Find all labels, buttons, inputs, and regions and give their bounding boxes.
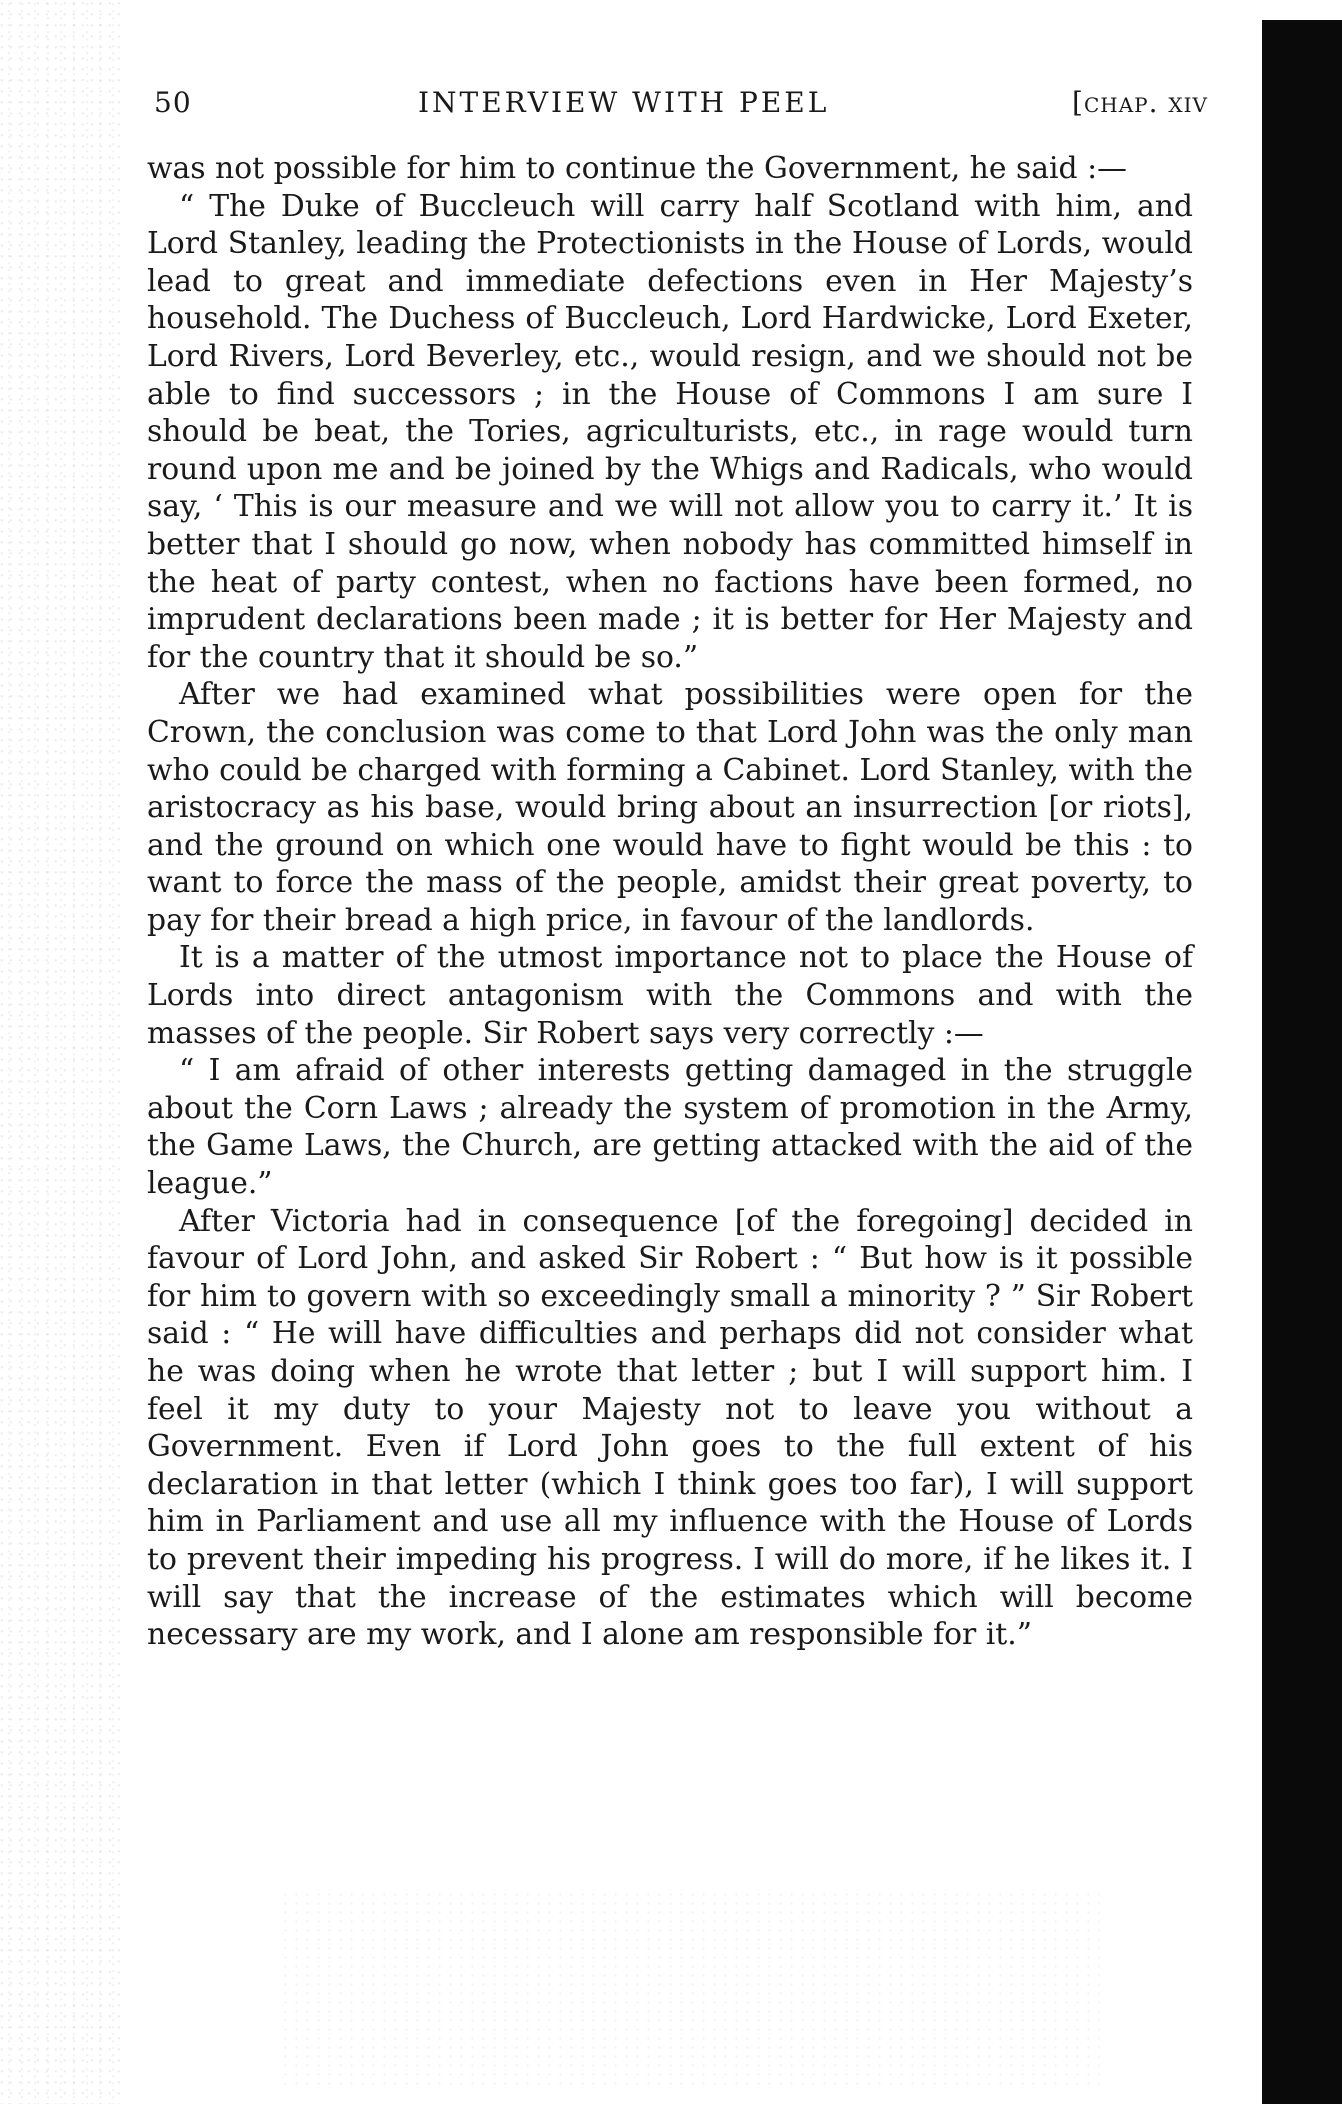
paragraph: After Victoria had in consequence [of the foregoing] decided in favour of Lord John, and asked Sir Robert : “ But how is it possible for him to govern with so exceedingly small a minority ? ” Sir Robert said : “ He will have difficulties and perhaps did not consider what he was doing when he wrote that letter ; but I will support him. I feel it my duty to your Majesty not to leave you without a Government. Even if Lord John goes to the full extent of his declaration in that letter (which I think goes too far), I will support him in Parliament and use all my influence with the House of Lords to prevent their impeding his progress. I will do more, if he likes it. I will say that the increase of the estimates which will become necessary are my work, and I alone am responsible for it.”: [147, 1203, 1193, 1653]
running-title: INTERVIEW WITH PEEL: [418, 86, 830, 119]
body-text: [147, 150, 1193, 1654]
paragraph: It is a matter of the utmost importance not to place the House of Lords into direct antagonism with the Commons and with the masses of the people. Sir Robert says very correctly :—: [147, 940, 1193, 1051]
binding-shadow: [1262, 20, 1342, 2104]
chapter-label: [chap. xiv: [1072, 86, 1208, 119]
paragraph: was not possible for him to continue the Government, he said :—: [147, 151, 1127, 186]
bottom-speckle: [280, 1890, 1100, 2090]
paragraph: After we had examined what possibilities were open for the Crown, the conclusion was come to that Lord John was the only man who could be charged with forming a Cabinet. Lord Stanley, with the aristocracy as his base, would bring about an insurrection [or riots], and the ground on which one would have to fight would be this : to want to force the mass of the people, amidst their great poverty, to pay for their bread a high price, in favour of the landlords.: [147, 677, 1193, 938]
paragraph: “ I am afraid of other interests getting damaged in the struggle about the Corn Laws ; already the system of promotion in the Army, the Game Laws, the Church, are getting attacked with the aid of the league.”: [147, 1053, 1193, 1202]
paragraph: “ The Duke of Buccleuch will carry half Scotland with him, and Lord Stanley, leading the Protectionists in the House of Lords, would lead to great and immediate defections even in Her Majesty’s household. The Duchess of Buccleuch, Lord Hardwicke, Lord Exeter, Lord Rivers, Lord Beverley, etc., would resign, and we should not be able to find successors ; in the House of Commons I am sure I should be beat, the Tories, agriculturists, etc., in rage would turn round upon me and be joined by the Whigs and Radicals, who would say, ‘ This is our measure and we will not allow you to carry it.’ It is better that I should go now, when nobody has committed himself in the heat of party contest, when no factions have been formed, no imprudent declarations been made ; it is better for Her Majesty and for the country that it should be so.”: [147, 188, 1193, 675]
running-header: [148, 86, 1208, 126]
page-number: 50: [154, 86, 192, 119]
gutter-speckle: [0, 0, 120, 2104]
